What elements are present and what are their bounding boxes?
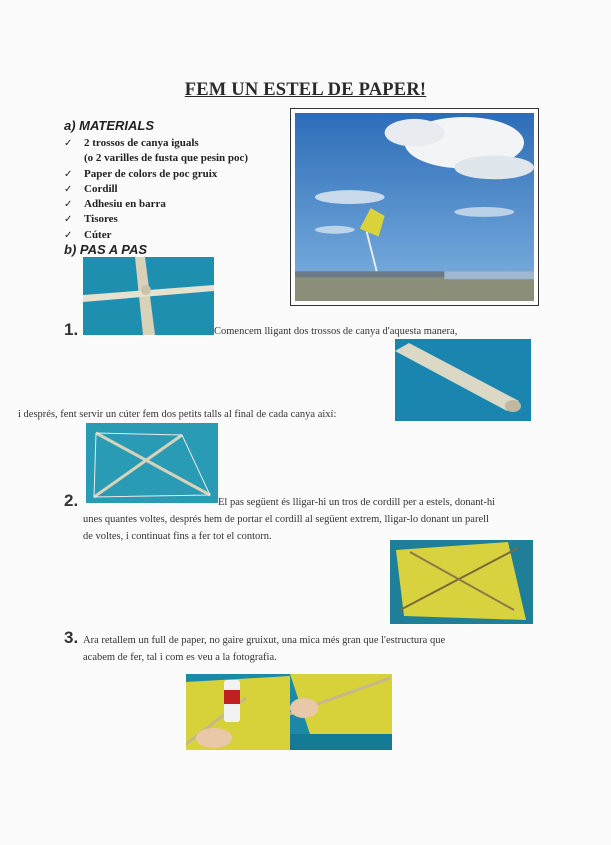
check-icon: ✓ [64,138,73,149]
step-number: 1. [64,320,79,339]
list-item: ✓ Tisores [64,212,248,227]
string-frame-photo [86,423,218,503]
materials-list [64,136,248,243]
fold-paper-photo [290,674,392,750]
step2-line2: unes quantes voltes, després hem de portar el cordill al següent extrem, lligar-lo donant un parell [83,514,489,525]
check-icon: ✓ [64,168,73,180]
paper-frame-photo [390,540,533,624]
list-item: (o 2 varilles de fusta que pesin poc) [84,152,249,165]
check-icon: ✓ [64,199,73,211]
page-title: FEM UN ESTEL DE PAPER! [184,80,427,100]
check-icon: ✓ [64,214,73,226]
step3-line2: acabem de fer, tal i com es veu a la fotografia. [83,652,277,663]
step1b-text: i després, fent servir un cúter fem dos petits talls al final de cada canya així: [18,409,337,420]
cane-cut-photo [395,339,531,421]
glue-stick-photo [186,674,290,750]
step-number: 3. [64,628,79,647]
step1-text: Comencem lligant dos trossos de canya d'aquesta manera, [214,326,458,337]
check-icon: ✓ [64,229,73,241]
list-item: ✓ 2 trossos de canya iguals [64,136,248,151]
list-item: ✓ Cordill [64,182,248,197]
step2-line1: El pas següent és lligar-hi un tros de cordill per a estels, donant-hi [218,497,496,508]
step3-line1: Ara retallem un full de paper, no gaire gruixut, una mica més gran que l'estructura que [83,635,446,646]
check-icon: ✓ [64,183,73,195]
list-item: ✓ Adhesiu en barra [64,197,248,212]
step-number: 2. [64,491,79,510]
list-item: ✓ Paper de colors de poc gruix [64,167,248,182]
materials-heading: a) MATERIALS [64,118,155,133]
step2-line3: de voltes, i continuat fins a fer tot el contorn. [83,531,272,542]
steps-heading: b) PAS A PAS [64,242,148,257]
kite-sky-photo [290,108,539,306]
tied-canes-photo [83,257,214,335]
list-item: ✓ Cúter [64,228,248,243]
